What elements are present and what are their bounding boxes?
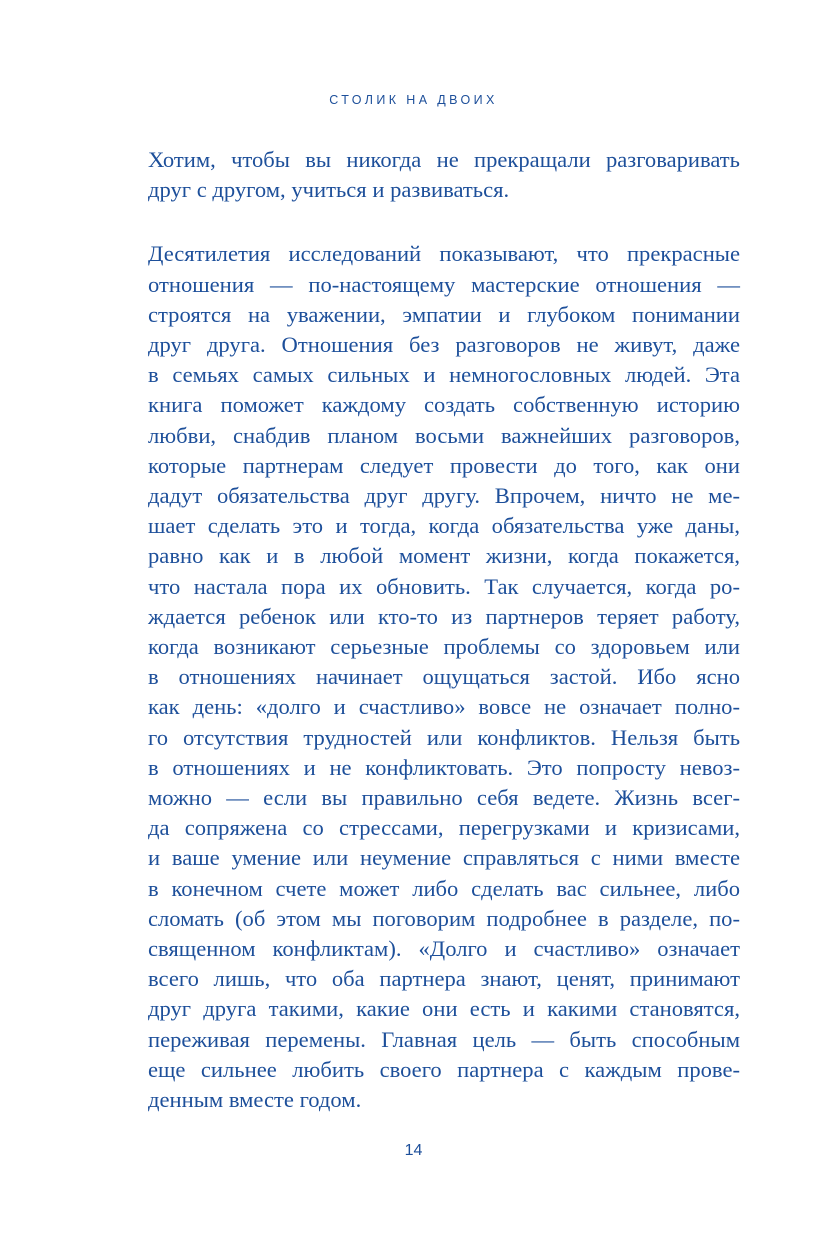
text-line: когда возникают серьезные проблемы со здоровьем или bbox=[148, 634, 740, 660]
text-line: дадут обязательства друг другу. Впрочем, ничто не ме- bbox=[148, 483, 740, 509]
running-head: СТОЛИК НА ДВОИХ bbox=[329, 93, 498, 107]
text-line: как день: «долго и счастливо» вовсе не означает полно- bbox=[148, 694, 740, 720]
paragraph-gap bbox=[148, 205, 740, 239]
text-line: ждается ребенок или кто-то из партнеров теряет работу, bbox=[148, 603, 740, 629]
text-line: в конечном счете может либо сделать вас сильнее, либо bbox=[148, 875, 740, 901]
text-line: друг друга такими, какие они есть и какими становятся, bbox=[148, 996, 740, 1022]
text-line: еще сильнее любить своего партнера с каждым прове- bbox=[148, 1056, 740, 1082]
text-line: всего лишь, что оба партнера знают, ценят, принимают bbox=[148, 966, 740, 992]
text-line: книга поможет каждому создать собственную историю bbox=[148, 392, 740, 418]
text-line: да сопряжена со стрессами, перегрузками и кризисами, bbox=[148, 815, 740, 841]
text-line: шает сделать это и тогда, когда обязательства уже даны, bbox=[148, 513, 740, 539]
paragraph-1 bbox=[148, 145, 740, 205]
text-line: друг с другом, учиться и развиваться. bbox=[148, 177, 510, 203]
page-number: 14 bbox=[404, 1142, 423, 1159]
text-line: в отношениях начинает ощущаться застой. Ибо ясно bbox=[148, 664, 740, 690]
text-line: и ваше умение или неумение справляться с ними вместе bbox=[148, 845, 740, 871]
paragraph-2 bbox=[148, 239, 740, 1115]
text-line: строятся на уважении, эмпатии и глубоком понимании bbox=[148, 301, 740, 327]
text-line: отношения — по-настоящему мастерские отношения — bbox=[148, 271, 740, 297]
text-line: которые партнерам следует провести до того, как они bbox=[148, 452, 740, 478]
text-line: можно — если вы правильно себя ведете. Жизнь всег- bbox=[148, 785, 740, 811]
text-line: равно как и в любой момент жизни, когда покажется, bbox=[148, 543, 740, 569]
text-line: священном конфликтам). «Долго и счастливо» означает bbox=[148, 936, 740, 962]
text-line: в семьях самых сильных и немногословных людей. Эта bbox=[148, 362, 740, 388]
text-line: сломать (об этом мы поговорим подробнее в разделе, по- bbox=[148, 905, 740, 931]
text-line: Хотим, чтобы вы никогда не прекращали разговаривать bbox=[148, 147, 740, 172]
body-text bbox=[148, 145, 740, 1115]
text-line: друг друга. Отношения без разговоров не живут, даже bbox=[148, 332, 740, 358]
text-line: го отсутствия трудностей или конфликтов. Нельзя быть bbox=[148, 724, 740, 750]
text-line: переживая перемены. Главная цель — быть способным bbox=[148, 1026, 740, 1052]
text-line: Десятилетия исследований показывают, что прекрасные bbox=[148, 241, 740, 267]
text-line: денным вместе годом. bbox=[148, 1087, 362, 1113]
text-line: что настала пора их обновить. Так случается, когда ро- bbox=[148, 573, 740, 599]
text-line: в отношениях и не конфликтовать. Это попросту невоз- bbox=[148, 754, 740, 780]
text-line: любви, снабдив планом восьми важнейших разговоров, bbox=[148, 422, 740, 448]
